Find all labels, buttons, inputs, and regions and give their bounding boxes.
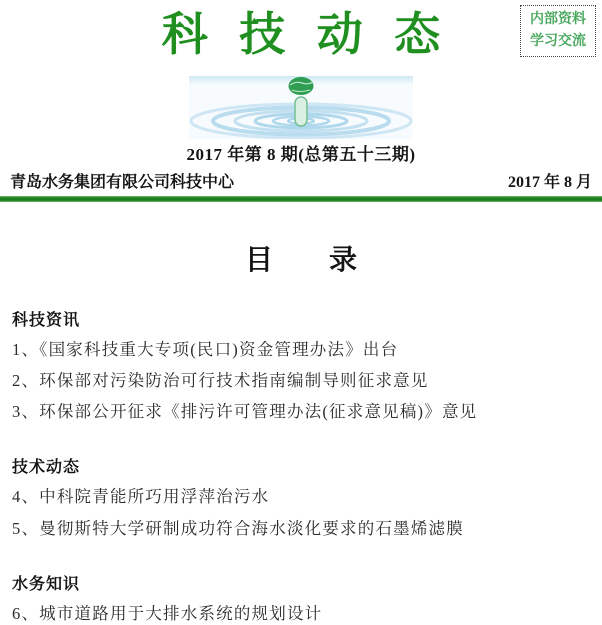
badge-line-2: 学习交流 bbox=[530, 31, 586, 53]
toc-section-heading-tech-news: 科技资讯 bbox=[12, 307, 590, 330]
globe-icon bbox=[289, 77, 314, 95]
toc-title: 目 录 bbox=[0, 238, 602, 278]
toc-section-heading-tech-trends: 技术动态 bbox=[12, 454, 590, 477]
toc-item: 6、城市道路用于大排水系统的规划设计 bbox=[12, 603, 590, 625]
water-droplet-icon bbox=[295, 97, 307, 126]
toc-item: 3、环保部公开征求《排污许可管理办法(征求意见稿)》意见 bbox=[12, 401, 590, 423]
toc-item: 4、中科院青能所巧用浮萍治污水 bbox=[12, 486, 590, 508]
issue-date: 2017 年 8 月 bbox=[508, 169, 592, 192]
internal-badge bbox=[520, 5, 596, 57]
green-divider bbox=[0, 196, 602, 202]
info-row bbox=[0, 169, 602, 192]
page-title: 科 技 动 态 bbox=[0, 6, 602, 64]
toc-section-heading-water-knowledge: 水务知识 bbox=[12, 571, 590, 594]
toc-item: 2、环保部对污染防治可行技术指南编制导则征求意见 bbox=[12, 370, 590, 392]
toc-item: 5、曼彻斯特大学研制成功符合海水淡化要求的石墨烯滤膜 bbox=[12, 518, 590, 540]
publisher-name: 青岛水务集团有限公司科技中心 bbox=[10, 169, 234, 192]
table-of-contents bbox=[0, 307, 602, 625]
water-ripple-graphic bbox=[189, 76, 413, 139]
toc-item: 1、《国家科技重大专项(民口)资金管理办法》出台 bbox=[12, 339, 590, 361]
water-ripple-image bbox=[0, 76, 602, 139]
masthead bbox=[0, 0, 602, 64]
badge-line-1: 内部资料 bbox=[530, 9, 586, 31]
issue-line: 2017 年第 8 期(总第五十三期) bbox=[0, 140, 602, 165]
